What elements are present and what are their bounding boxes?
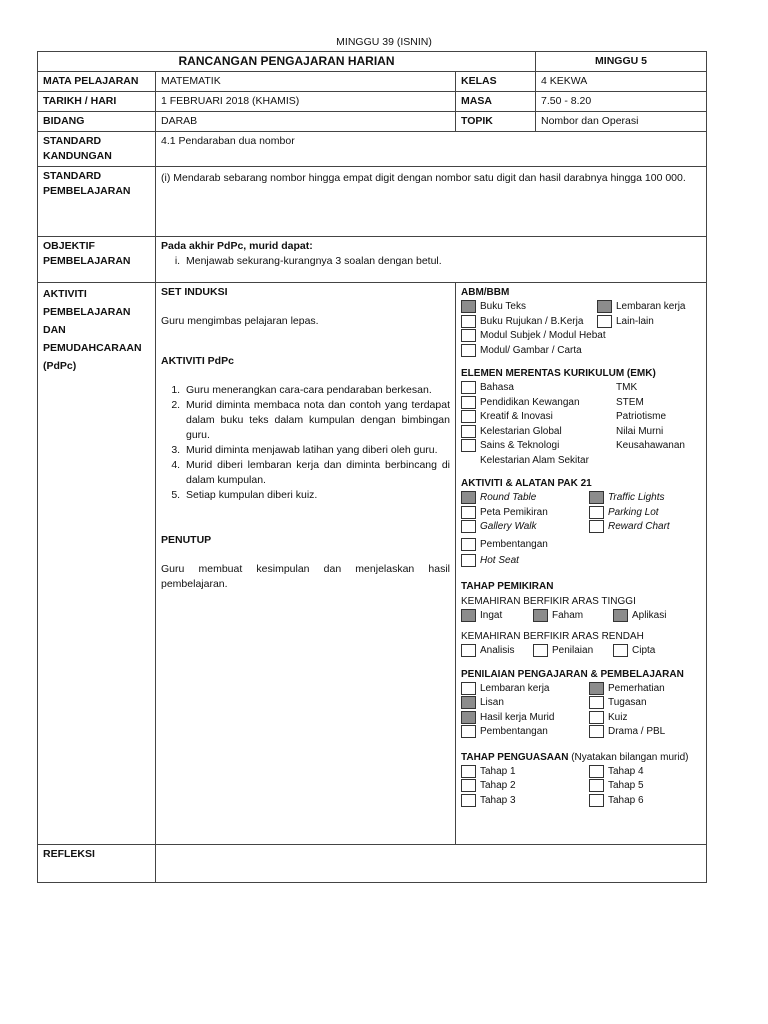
standard-content-text: 4.1 Pendaraban dua nombor bbox=[156, 132, 707, 167]
pak21-checkbox[interactable] bbox=[589, 491, 604, 504]
mastery-checkbox[interactable] bbox=[589, 779, 604, 792]
thinking-checkbox[interactable] bbox=[533, 609, 548, 622]
abm-checkbox[interactable] bbox=[461, 315, 476, 328]
date-label: TARIKH / HARI bbox=[38, 92, 156, 112]
closing-text: Guru membuat kesimpulan dan menjelaskan hasil pembelajaran. bbox=[161, 563, 450, 590]
subject-label: MATA PELAJARAN bbox=[38, 72, 156, 92]
emk-checkbox[interactable] bbox=[461, 425, 476, 438]
emk-checkbox[interactable] bbox=[461, 410, 476, 423]
abm-checkbox[interactable] bbox=[461, 329, 476, 342]
emk-title: ELEMEN MERENTAS KURIKULUM (EMK) bbox=[461, 368, 656, 379]
pak21-checkbox[interactable] bbox=[589, 506, 604, 519]
pdpc-steps bbox=[161, 383, 450, 503]
week-title: MINGGU 39 (ISNIN) bbox=[336, 36, 432, 48]
assessment-checkbox[interactable] bbox=[461, 725, 476, 738]
objective-heading: Pada akhir PdPc, murid dapat: bbox=[161, 240, 313, 252]
topic-label: TOPIK bbox=[456, 112, 536, 132]
pdpc-step: 1. Guru menerangkan cara-cara pendaraban berkesan. bbox=[183, 383, 450, 398]
pdpc-step: 3. Murid diminta menjawab latihan yang diberi oleh guru. bbox=[183, 443, 450, 458]
thinking-checkbox[interactable] bbox=[613, 609, 628, 622]
thinking-title: TAHAP PEMIKIRAN bbox=[461, 580, 554, 592]
thinking-high-title: KEMAHIRAN BERFIKIR ARAS TINGGI bbox=[461, 595, 636, 607]
objective-item: i. Menjawab sekurang-kurangnya 3 soalan dengan betul. bbox=[183, 254, 701, 269]
time-value: 7.50 - 8.20 bbox=[536, 92, 707, 112]
abm-checkbox[interactable] bbox=[461, 300, 476, 313]
mastery-checkbox[interactable] bbox=[589, 765, 604, 778]
pdpc-step: 4. Murid diberi lembaran kerja dan diminta berbincang di dalam kumpulan. bbox=[183, 458, 450, 488]
assessment-checkbox[interactable] bbox=[461, 696, 476, 709]
class-value: 4 KEKWA bbox=[536, 72, 707, 92]
abm-checkbox[interactable] bbox=[597, 315, 612, 328]
abm-checkbox[interactable] bbox=[461, 344, 476, 357]
standard-learning-label: STANDARD PEMBELAJARAN bbox=[38, 167, 156, 237]
thinking-checkbox[interactable] bbox=[533, 644, 548, 657]
pak21-checkbox[interactable] bbox=[589, 520, 604, 533]
assessment-checkbox[interactable] bbox=[461, 682, 476, 695]
assessment-title: PENILAIAN PENGAJARAN & PEMBELAJARAN bbox=[461, 668, 684, 680]
thinking-checkbox[interactable] bbox=[461, 609, 476, 622]
field-label: BIDANG bbox=[38, 112, 156, 132]
plan-title: RANCANGAN PENGAJARAN HARIAN bbox=[38, 52, 536, 72]
pdpc-step: 2. Murid diminta membaca nota dan contoh yang terdapat dalam buku teks dalam kumpulan dengan bimbingan guru. bbox=[183, 398, 450, 443]
objective-label: OBJEKTIF PEMBELAJARAN bbox=[38, 237, 156, 283]
thinking-checkbox[interactable] bbox=[461, 644, 476, 657]
pak21-checkbox[interactable] bbox=[461, 538, 476, 551]
assessment-checkbox[interactable] bbox=[589, 696, 604, 709]
abm-title: ABM/BBM bbox=[461, 287, 510, 298]
closing-title: PENUTUP bbox=[161, 534, 212, 546]
pak21-checkbox[interactable] bbox=[461, 520, 476, 533]
emk-checkbox[interactable] bbox=[461, 439, 476, 452]
topic-value: Nombor dan Operasi bbox=[536, 112, 707, 132]
thinking-checkbox[interactable] bbox=[613, 644, 628, 657]
time-label: MASA bbox=[456, 92, 536, 112]
class-label: KELAS bbox=[456, 72, 536, 92]
subject-value: MATEMATIK bbox=[156, 72, 456, 92]
pdpc-title: AKTIVITI PdPc bbox=[161, 355, 234, 367]
assessment-checkbox[interactable] bbox=[589, 711, 604, 724]
assessment-checkbox[interactable] bbox=[589, 682, 604, 695]
pak21-title: AKTIVITI & ALATAN PAK 21 bbox=[461, 478, 592, 489]
lesson-plan-table bbox=[37, 51, 707, 883]
assessment-checkbox[interactable] bbox=[461, 711, 476, 724]
date-value: 1 FEBRUARI 2018 (KHAMIS) bbox=[156, 92, 456, 112]
resources-cell: ABM/BBM Buku Teks Lembaran kerja Buku Rujukan / B.Kerja Lain-lain Modul Subjek / Modul Hebat Modul/ Gambar / Carta ELEMEN MERENTAS KURIKULUM (EMK) Bahasa TMK Pendidikan Kewangan STEM Kreatif & Inovasi Patriotisme Kelestarian Global Nilai Murni Sains & Teknologi Keusahawanan Kelestarian Alam Sekitar AKTIVITI & ALATAN PAK 21 Round Table Traffic Lights Peta Pemikiran Parking Lot Gallery Walk Reward Chart Pembentangan Hot Seat TAHAP PEMIKIRAN KEMAHIRAN BERFIKIR ARAS TINGGI Ingat Faham Aplikasi KEMAHIRAN BERFIKIR ARAS RENDAH Analisis Penilaian Cipta PENILAIAN PENGAJARAN & PEMBELAJARAN Lembaran kerja Pemerhatian Lisan Tugasan Hasil kerja Murid Kuiz Pembentangan Drama / PBL TAHAP PENGUASAAN (Nyatakan bilangan murid) Tahap 1 Tahap 4 Tahap 2 Tahap 5 Tahap 3 Tahap 6 bbox=[456, 283, 707, 845]
standard-learning-text: (i) Mendarab sebarang nombor hingga empat digit dengan nombor satu digit dan hasil darabnya hingga 100 000. bbox=[156, 167, 707, 237]
reflection-field[interactable] bbox=[156, 845, 707, 883]
pdpc-step: 5. Setiap kumpulan diberi kuiz. bbox=[183, 488, 450, 503]
mastery-checkbox[interactable] bbox=[589, 794, 604, 807]
standard-content-label: STANDARD KANDUNGAN bbox=[38, 132, 156, 167]
emk-checkbox[interactable] bbox=[461, 396, 476, 409]
pak21-checkbox[interactable] bbox=[461, 506, 476, 519]
mastery-note: (Nyatakan bilangan murid) bbox=[571, 751, 689, 763]
plan-week: MINGGU 5 bbox=[536, 52, 707, 72]
field-value: DARAB bbox=[156, 112, 456, 132]
mastery-checkbox[interactable] bbox=[461, 779, 476, 792]
mastery-checkbox[interactable] bbox=[461, 794, 476, 807]
abm-checkbox[interactable] bbox=[597, 300, 612, 313]
emk-checkbox[interactable] bbox=[461, 381, 476, 394]
induction-text: Guru mengimbas pelajaran lepas. bbox=[161, 315, 319, 327]
activity-label: AKTIVITI PEMBELAJARAN DAN PEMUDAHCARAAN (PdPc) bbox=[38, 283, 156, 845]
mastery-title: TAHAP PENGUASAAN bbox=[461, 751, 569, 763]
activity-cell bbox=[156, 283, 456, 845]
reflection-label: REFLEKSI bbox=[38, 845, 156, 883]
mastery-checkbox[interactable] bbox=[461, 765, 476, 778]
pak21-checkbox[interactable] bbox=[461, 491, 476, 504]
pak21-checkbox[interactable] bbox=[461, 554, 476, 567]
induction-title: SET INDUKSI bbox=[161, 286, 228, 298]
objective-cell bbox=[156, 237, 707, 283]
thinking-low-title: KEMAHIRAN BERFIKIR ARAS RENDAH bbox=[461, 631, 644, 642]
assessment-checkbox[interactable] bbox=[589, 725, 604, 738]
